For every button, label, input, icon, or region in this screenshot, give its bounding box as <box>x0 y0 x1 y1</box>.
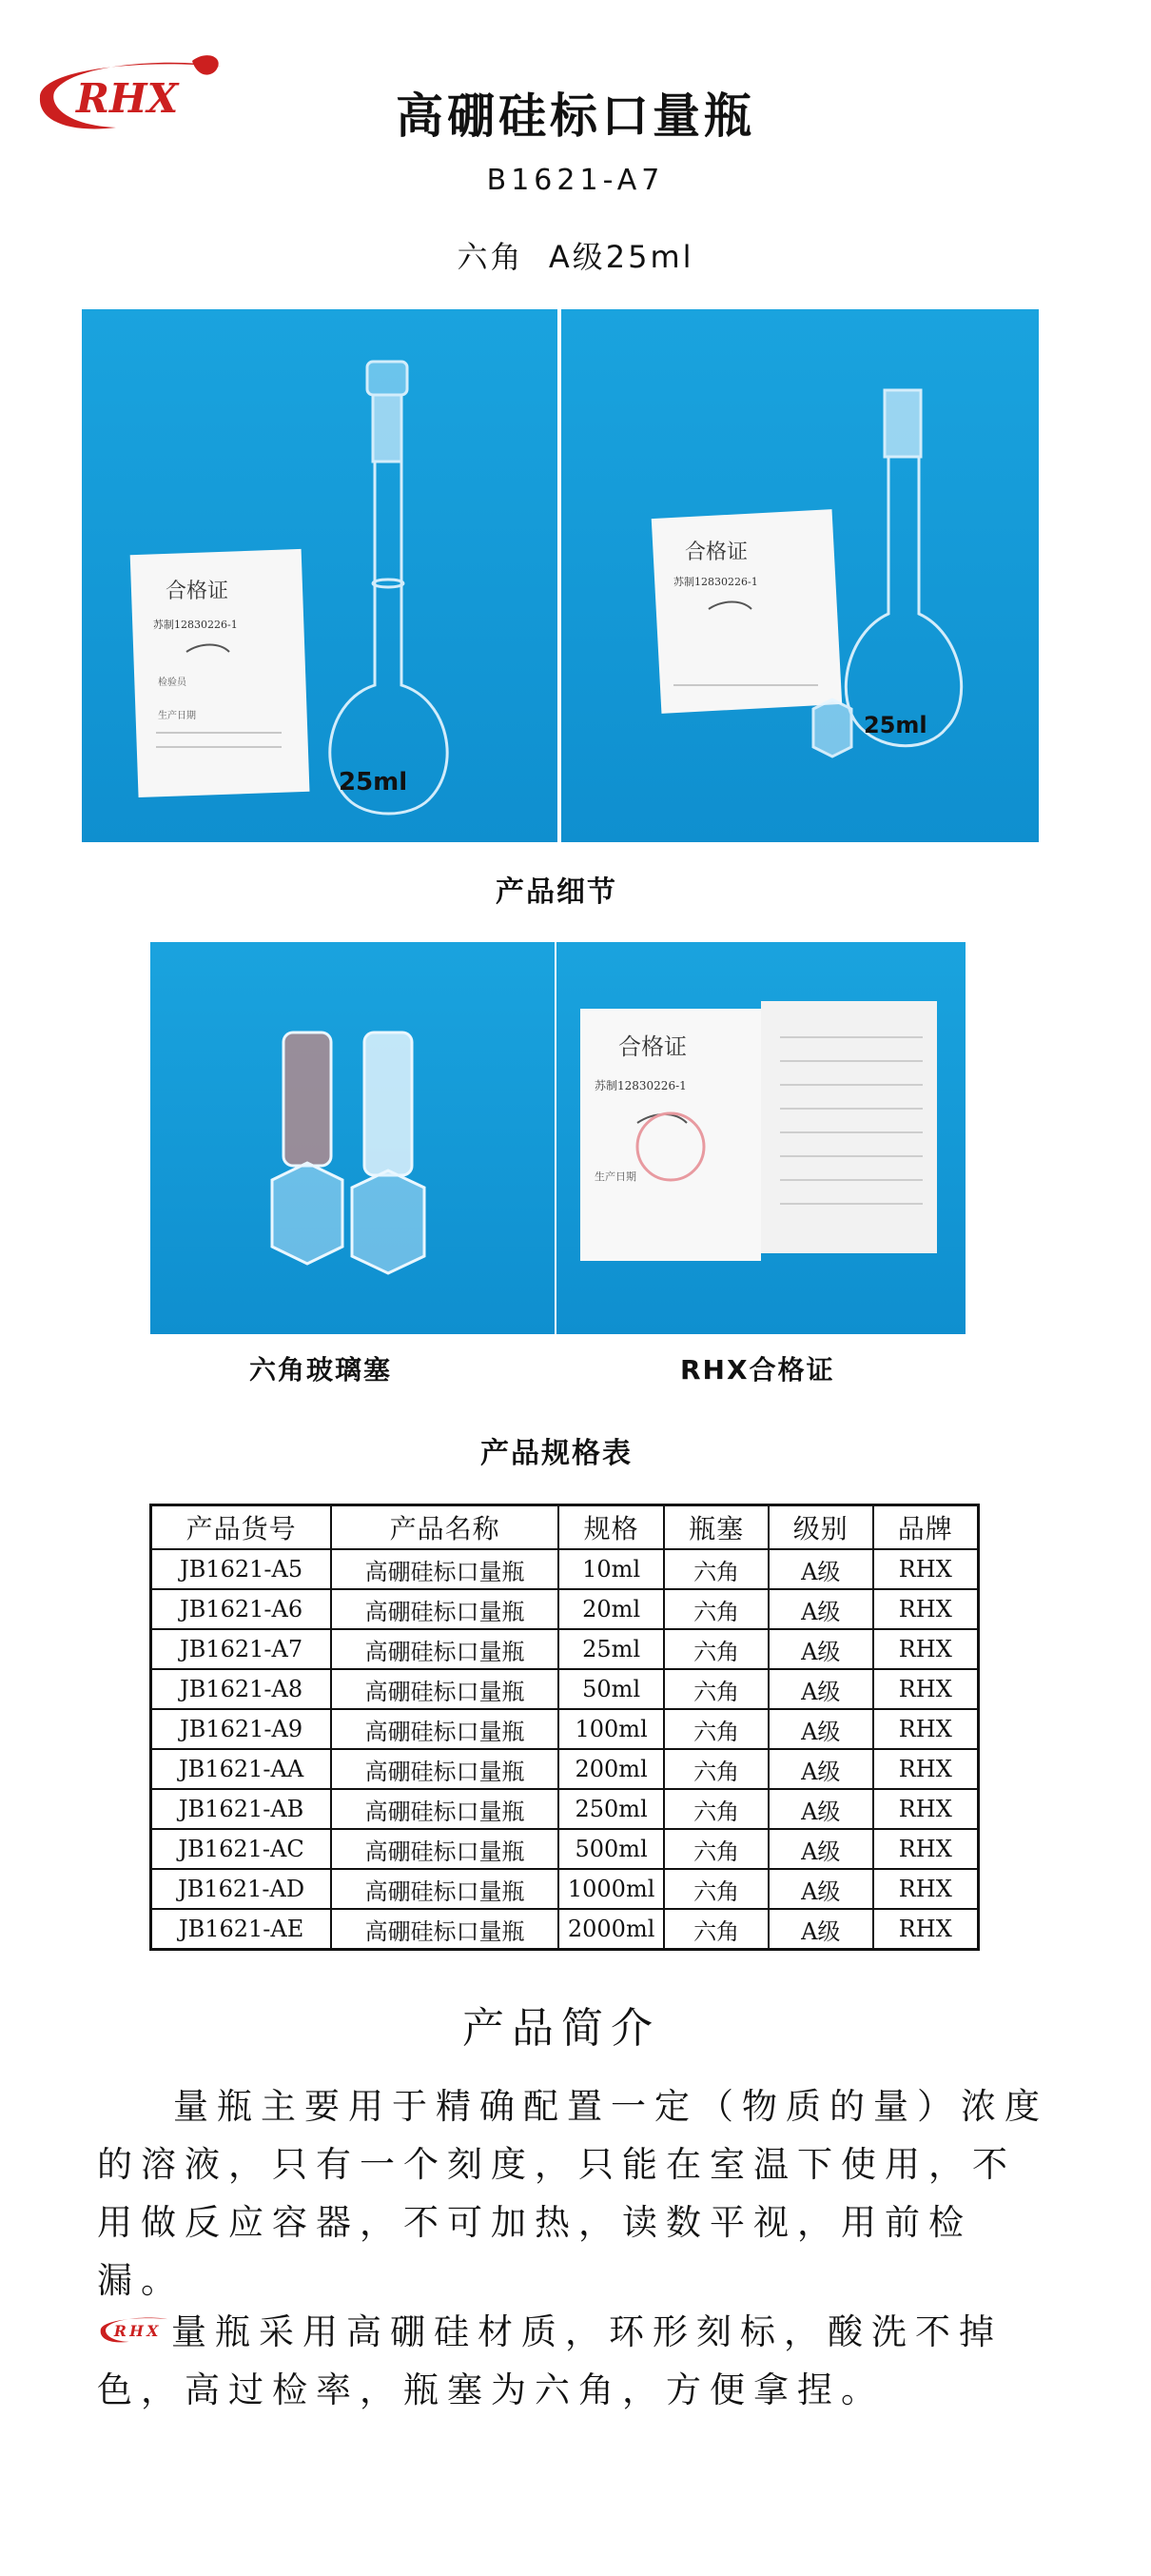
table-cell: 2000ml <box>558 1909 664 1950</box>
table-cell: RHX <box>873 1589 979 1629</box>
page-title: 高硼硅标口量瓶 <box>396 88 755 144</box>
caption-certificate: RHX合格证 <box>680 1354 835 1386</box>
table-cell: 250ml <box>558 1789 664 1829</box>
table-row <box>151 1709 979 1749</box>
table-cell: 六角 <box>664 1589 769 1629</box>
col-header: 产品名称 <box>331 1505 558 1550</box>
table-cell: A级 <box>769 1589 873 1629</box>
spec-table <box>149 1504 980 1951</box>
table-cell: A级 <box>769 1789 873 1829</box>
table-cell: JB1621-AA <box>151 1749 332 1789</box>
table-cell: A级 <box>769 1749 873 1789</box>
table-cell: RHX <box>873 1789 979 1829</box>
intro-paragraph-2 <box>97 2303 1048 2419</box>
table-row <box>151 1549 979 1589</box>
table-cell: 10ml <box>558 1549 664 1589</box>
table-row <box>151 1629 979 1669</box>
product-photo-side <box>561 309 1039 842</box>
cert-inspector: 检验员 <box>158 678 186 688</box>
table-cell: RHX <box>873 1829 979 1869</box>
table-header-row <box>151 1505 979 1550</box>
table-cell: 20ml <box>558 1589 664 1629</box>
table-cell: 100ml <box>558 1709 664 1749</box>
table-cell: 200ml <box>558 1749 664 1789</box>
col-header: 产品货号 <box>151 1505 332 1550</box>
spec-line: 六角 A级25ml <box>457 239 694 275</box>
volumetric-flask-2 <box>813 390 962 757</box>
table-cell: RHX <box>873 1669 979 1709</box>
col-header: 品牌 <box>873 1505 979 1550</box>
section-table-title: 产品规格表 <box>480 1437 633 1470</box>
table-cell: RHX <box>873 1909 979 1950</box>
table-cell: 25ml <box>558 1629 664 1669</box>
table-row <box>151 1669 979 1709</box>
table-cell: 六角 <box>664 1829 769 1869</box>
table-cell: JB1621-AB <box>151 1789 332 1829</box>
model-number: B1621-A7 <box>486 164 665 197</box>
table-cell: RHX <box>873 1709 979 1749</box>
table-row <box>151 1789 979 1829</box>
table-cell: JB1621-A8 <box>151 1669 332 1709</box>
table-cell: JB1621-A9 <box>151 1709 332 1749</box>
cert-title: 合格证 <box>166 580 229 603</box>
table-cell: 高硼硅标口量瓶 <box>331 1909 558 1950</box>
table-cell: 1000ml <box>558 1869 664 1909</box>
table-row <box>151 1909 979 1950</box>
table-cell: 50ml <box>558 1669 664 1709</box>
table-cell: 高硼硅标口量瓶 <box>331 1549 558 1589</box>
table-cell: RHX <box>873 1629 979 1669</box>
col-header: 瓶塞 <box>664 1505 769 1550</box>
glass-stopper-1 <box>272 1032 342 1264</box>
svg-text:苏制12830226-1: 苏制12830226-1 <box>595 1079 687 1092</box>
table-cell: 六角 <box>664 1909 769 1950</box>
table-cell: A级 <box>769 1909 873 1950</box>
table-row <box>151 1869 979 1909</box>
table-cell: JB1621-A7 <box>151 1629 332 1669</box>
table-cell: 高硼硅标口量瓶 <box>331 1709 558 1749</box>
certificate-card <box>130 549 310 797</box>
svg-text:生产日期: 生产日期 <box>595 1170 636 1183</box>
table-cell: A级 <box>769 1709 873 1749</box>
table-cell: 六角 <box>664 1789 769 1829</box>
table-cell: 高硼硅标口量瓶 <box>331 1669 558 1709</box>
table-cell: 高硼硅标口量瓶 <box>331 1869 558 1909</box>
table-cell: 六角 <box>664 1549 769 1589</box>
rhx-mini-logo <box>97 2311 171 2350</box>
caption-stopper: 六角玻璃塞 <box>249 1354 393 1386</box>
cert-date: 生产日期 <box>158 711 196 721</box>
cert-code: 苏制12830226-1 <box>153 619 238 631</box>
table-cell: JB1621-AD <box>151 1869 332 1909</box>
table-cell: JB1621-AE <box>151 1909 332 1950</box>
cert-title-2: 合格证 <box>618 1033 687 1060</box>
table-cell: A级 <box>769 1829 873 1869</box>
svg-text:RHX: RHX <box>113 2321 162 2340</box>
intro-paragraph-2-text: 量瓶采用高硼硅材质，环形刻标，酸洗不掉色，高过检率，瓶塞为六角，方便拿捏。 <box>97 2311 1003 2410</box>
table-row <box>151 1829 979 1869</box>
table-row <box>151 1589 979 1629</box>
glass-stopper-2 <box>352 1032 424 1273</box>
table-cell: 六角 <box>664 1749 769 1789</box>
table-cell: JB1621-AC <box>151 1829 332 1869</box>
table-cell: A级 <box>769 1549 873 1589</box>
certificate-card-2 <box>652 509 842 714</box>
volumetric-flask <box>330 362 447 814</box>
table-cell: 六角 <box>664 1709 769 1749</box>
table-cell: 高硼硅标口量瓶 <box>331 1589 558 1629</box>
table-cell: A级 <box>769 1869 873 1909</box>
table-cell: A级 <box>769 1669 873 1709</box>
col-header: 级别 <box>769 1505 873 1550</box>
table-cell: RHX <box>873 1549 979 1589</box>
flask-volume-label: 25ml <box>339 768 408 796</box>
table-row <box>151 1749 979 1789</box>
product-photo-front <box>82 309 557 842</box>
table-cell: 高硼硅标口量瓶 <box>331 1629 558 1669</box>
table-cell: A级 <box>769 1629 873 1669</box>
certificate-photo <box>556 942 966 1334</box>
stopper-photo <box>150 942 555 1334</box>
table-cell: RHX <box>873 1869 979 1909</box>
table-cell: 高硼硅标口量瓶 <box>331 1829 558 1869</box>
section-detail-title: 产品细节 <box>496 875 617 909</box>
table-cell: 500ml <box>558 1829 664 1869</box>
intro-paragraph-1: 量瓶主要用于精确配置一定（物质的量）浓度的溶液，只有一个刻度，只能在室温下使用，不用做反应容器，不可加热，读数平视，用前检漏。 <box>97 2086 1048 2301</box>
table-cell: 六角 <box>664 1629 769 1669</box>
table-cell: 高硼硅标口量瓶 <box>331 1749 558 1789</box>
svg-text:25ml: 25ml <box>864 712 927 738</box>
col-header: 规格 <box>558 1505 664 1550</box>
svg-text:合格证: 合格证 <box>685 541 749 564</box>
intro-title: 产品简介 <box>462 2004 660 2053</box>
table-cell: JB1621-A5 <box>151 1549 332 1589</box>
table-cell: 六角 <box>664 1869 769 1909</box>
svg-text:苏制12830226-1: 苏制12830226-1 <box>673 576 758 588</box>
table-cell: JB1621-A6 <box>151 1589 332 1629</box>
table-cell: 高硼硅标口量瓶 <box>331 1789 558 1829</box>
table-cell: RHX <box>873 1749 979 1789</box>
table-cell: 六角 <box>664 1669 769 1709</box>
logo-text: RHX <box>76 75 179 122</box>
